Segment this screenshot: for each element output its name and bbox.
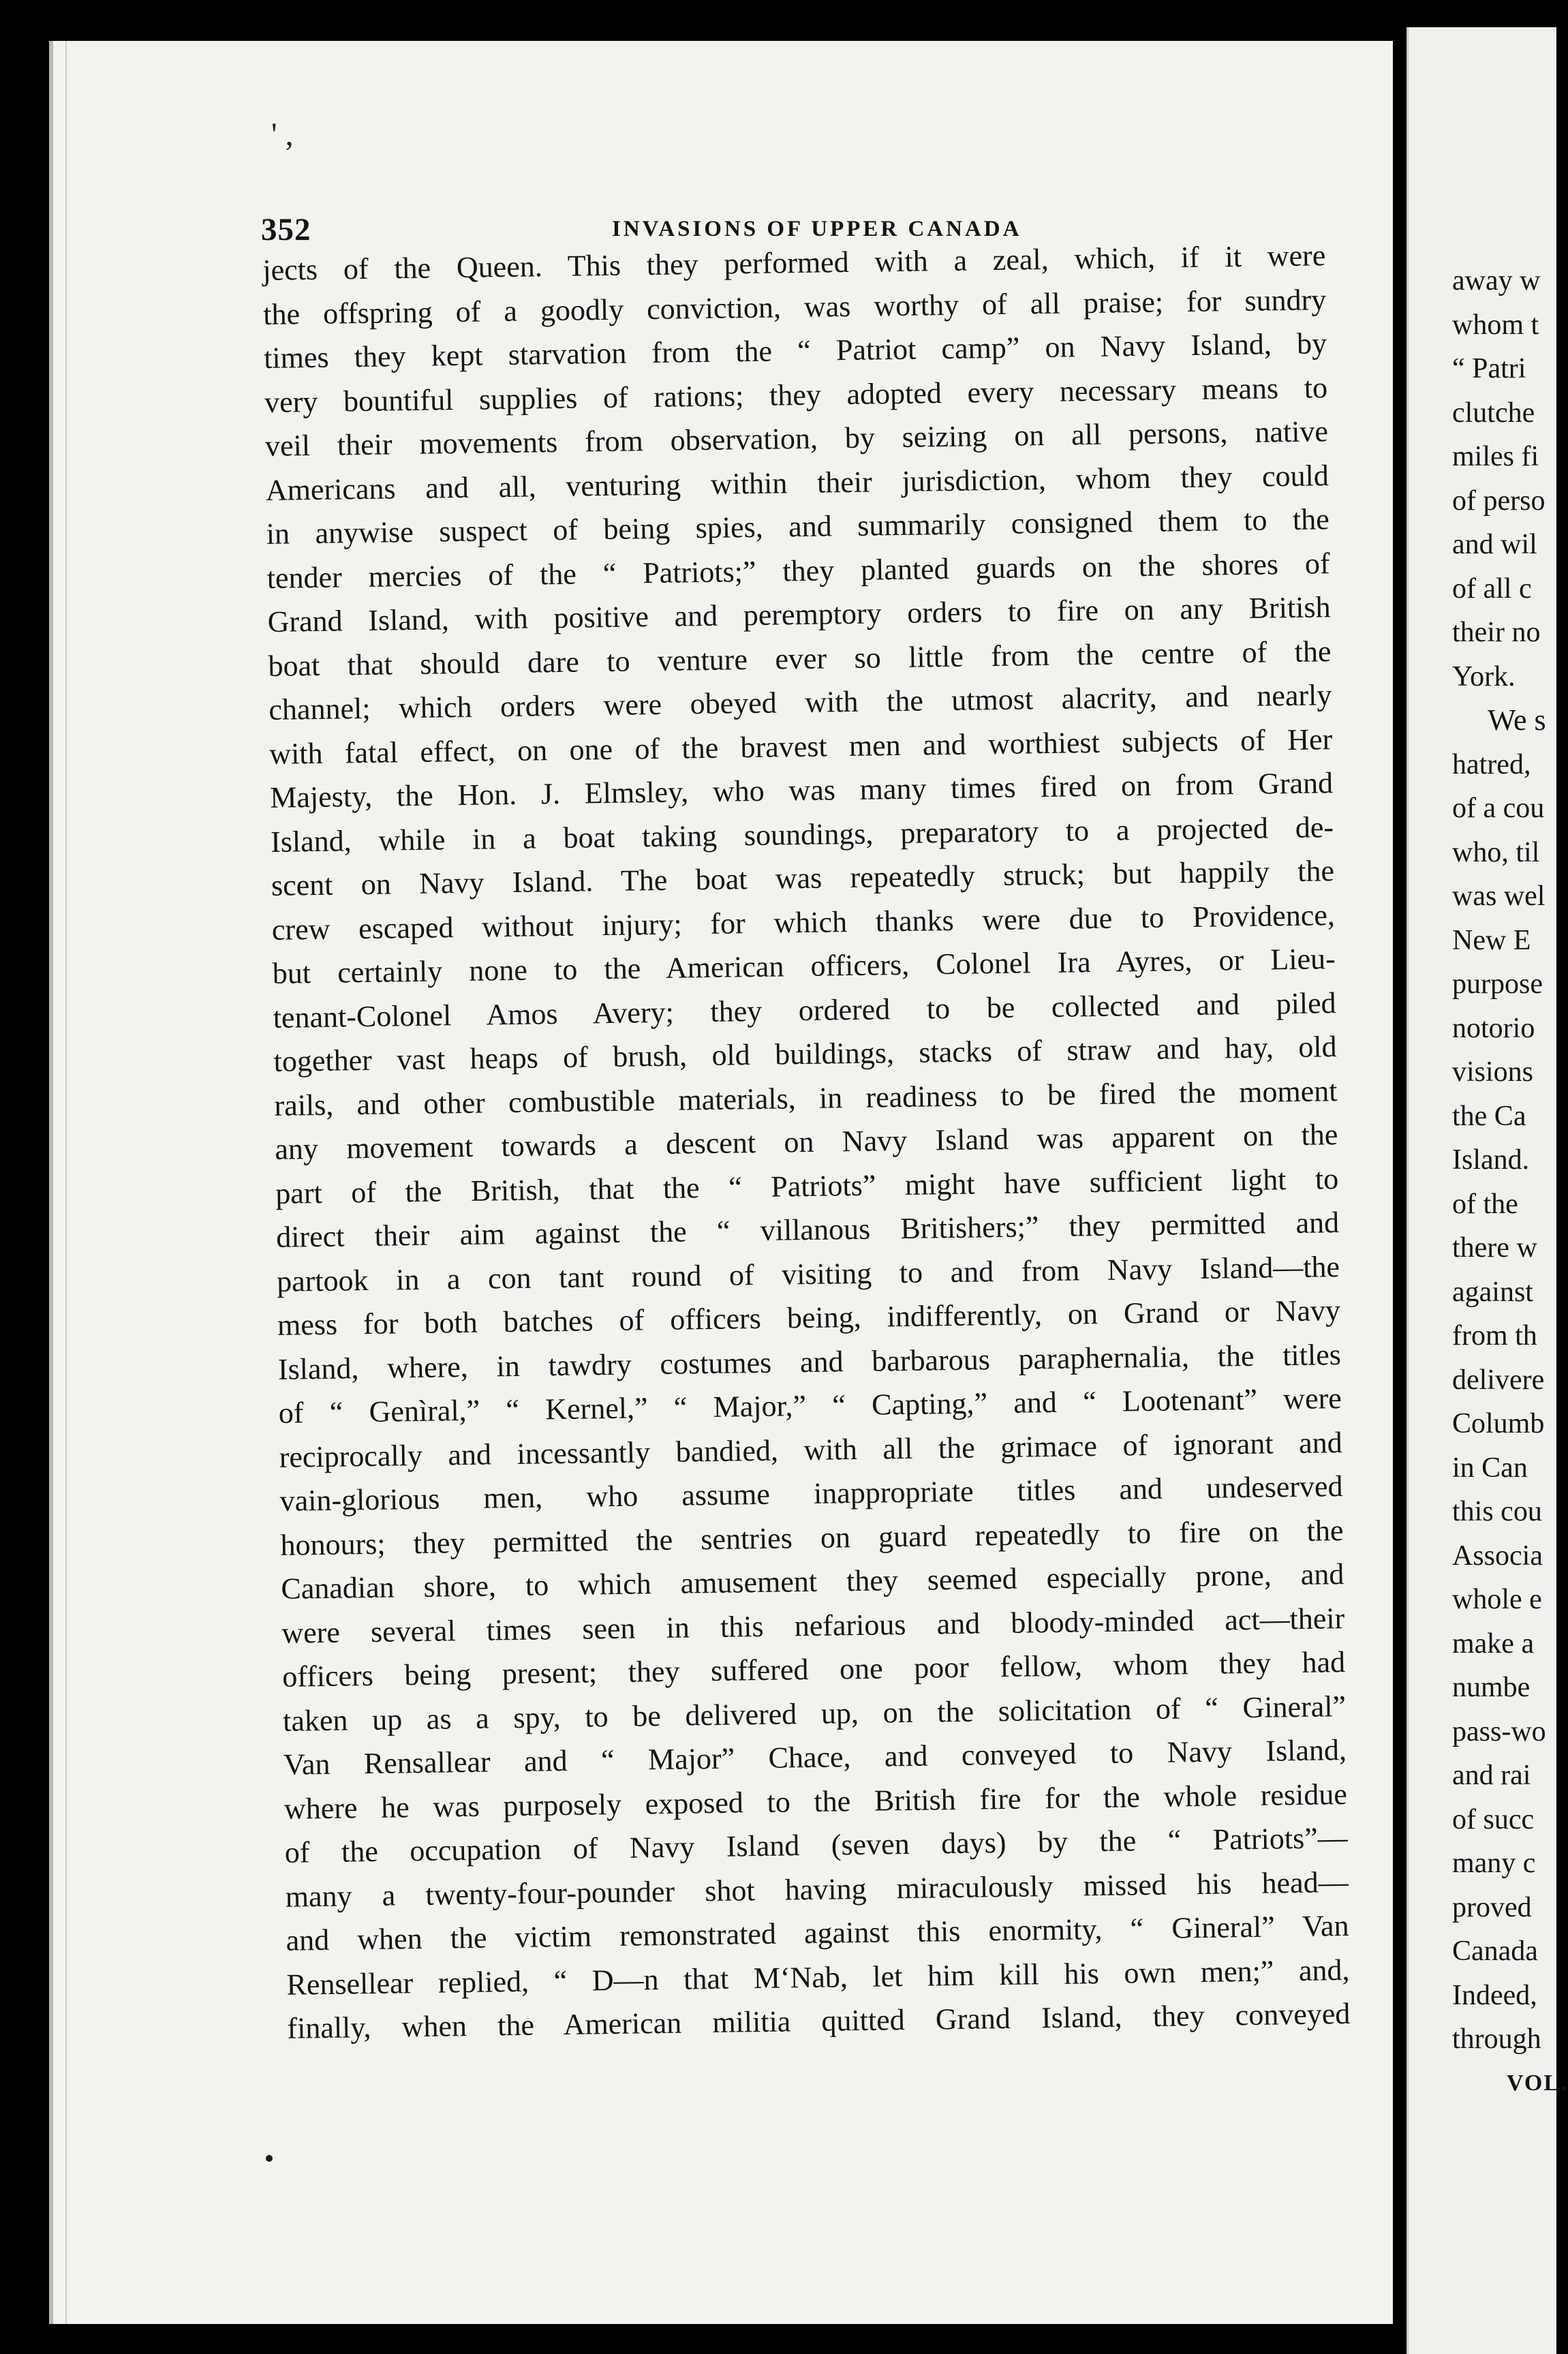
text-line: tenant-Colonel Amos Avery; they ordered to be collected and piled (273, 985, 1336, 1035)
adjacent-page-line: against (1452, 1276, 1533, 1308)
adjacent-page-line: numbe (1452, 1672, 1531, 1703)
right-page-text (1452, 259, 1568, 2105)
adjacent-page-line: and wil (1452, 529, 1537, 560)
adjacent-page-line: whole e (1452, 1584, 1542, 1615)
text-line: vain-glorious men, who assume inappropriate titles and undeserved (279, 1469, 1343, 1518)
ink-mark: ' , (271, 117, 294, 153)
text-line: officers being present; they suffered one poor fellow, whom they had (281, 1645, 1346, 1694)
text-line: partook in a con tant round of visiting to and from Navy Island—the (276, 1249, 1340, 1298)
adjacent-page-line: make a (1452, 1627, 1535, 1660)
text-line: tender mercies of the “ Patriots;” they planted guards on the shores of (266, 546, 1330, 595)
page-number: 352 (261, 212, 311, 247)
adjacent-page-line: proved (1452, 1891, 1532, 1923)
text-line: Canadian shore, to which amusement they seemed especially prone, and (281, 1557, 1344, 1606)
text-line: of “ Genìral,” “ Kernel,” “ Major,” “ Capting,” and “ Lootenant” were (278, 1381, 1342, 1430)
text-line: honours; they permitted the sentries on guard repeatedly to fire on the (280, 1513, 1344, 1562)
text-line: veil their movements from observation, by seizing on all persons, native (264, 414, 1329, 463)
adjacent-page-line: Indeed, (1452, 1979, 1537, 2011)
text-line: boat that should dare to venture ever so little from the centre of the (268, 634, 1332, 683)
adjacent-page-line: the Ca (1452, 1100, 1526, 1132)
adjacent-page-line: Columb (1452, 1408, 1545, 1439)
text-line: finally, when the American militia quitted Grand Island, they conveyed (287, 1996, 1351, 2045)
text-line: reciprocally and incessantly bandied, with all the grimace of ignorant and (279, 1425, 1342, 1474)
text-line: direct their aim against the “ villanous Britishers;” they permitted and (275, 1206, 1340, 1254)
ink-dot (266, 2155, 273, 2162)
text-line: but certainly none to the American officers, Colonel Ira Ayres, or Lieu- (272, 942, 1336, 990)
adjacent-page-line: Associa (1452, 1540, 1543, 1572)
text-line: many a twenty-four-pounder shot having miraculously missed his head— (285, 1865, 1349, 1914)
adjacent-page-line: notorio (1452, 1012, 1535, 1044)
text-line: together vast heaps of brush, old buildings, stacks of straw and hay, old (273, 1030, 1337, 1078)
adjacent-page-line: purpose (1452, 968, 1543, 1000)
adjacent-page-line: of succ (1452, 1803, 1535, 1835)
adjacent-page-line: of perso (1452, 485, 1546, 517)
adjacent-page-line: and rai (1452, 1760, 1531, 1791)
text-line: and when the victim remonstrated against this enormity, “ Gineral” Van (286, 1908, 1349, 1957)
text-line: very bountiful supplies of rations; they adopted every necessary means to (264, 370, 1328, 419)
text-line: Americans and all, venturing within their jurisdiction, whom they could (265, 458, 1329, 507)
adjacent-page-line: “ Patri (1452, 353, 1526, 384)
text-line: crew escaped without injury; for which thanks were due to Providence, (271, 898, 1336, 947)
text-line: jects of the Queen. This they performed with a zeal, which, if it were (262, 239, 1326, 287)
text-line: times they kept starvation from the “ Patriot camp” on Navy Island, by (263, 326, 1327, 375)
text-line: in anywise suspect of being spies, and summarily consigned them to the (266, 502, 1330, 551)
right-page (1406, 27, 1568, 2354)
adjacent-page-line: miles fi (1452, 441, 1539, 472)
adjacent-page-line: New E (1452, 924, 1531, 956)
adjacent-page-line: York. (1452, 660, 1516, 692)
adjacent-page-line: clutche (1452, 397, 1535, 429)
adjacent-page-line: in Can (1452, 1452, 1528, 1484)
adjacent-page-line: of all c (1452, 572, 1532, 605)
adjacent-page-line: whom t (1452, 309, 1539, 341)
text-line: Van Rensallear and “ Major” Chace, and conveyed to Navy Island, (283, 1733, 1347, 1782)
text-line: taken up as a spy, to be delivered up, on the solicitation of “ Gineral” (282, 1689, 1347, 1738)
adjacent-page-line: away w (1452, 265, 1541, 296)
body-text (262, 234, 1351, 2051)
adjacent-page-line: was wel (1452, 881, 1546, 912)
adjacent-page-line: delivere (1452, 1364, 1545, 1396)
text-line: part of the British, that the “ Patriots” might have sufficient light to (275, 1161, 1339, 1210)
text-line: Rensellear replied, “ D—n that M‘Nab, let him kill his own men;” and, (286, 1953, 1350, 2002)
running-head: INVASIONS OF UPPER CANADA (612, 217, 1022, 241)
adjacent-page-line: from th (1452, 1320, 1537, 1351)
adjacent-page-line: of a cou (1452, 793, 1545, 824)
text-line: Majesty, the Hon. J. Elmsley, who was many times fired on from Grand (269, 766, 1334, 814)
adjacent-page-line: through (1452, 2023, 1541, 2055)
adjacent-page-line: pass-wo (1452, 1715, 1546, 1747)
text-line: with fatal effect, on one of the bravest men and worthiest subjects of Her (269, 722, 1333, 771)
text-line: of the occupation of Navy Island (seven days) by the “ Patriots”— (284, 1820, 1349, 1869)
text-line: any movement towards a descent on Navy Island was apparent on the (275, 1118, 1338, 1166)
adjacent-page-line: there w (1452, 1232, 1537, 1264)
adjacent-page-line: hatred, (1452, 748, 1531, 780)
text-line: scent on Navy Island. The boat was repeatedly struck; but happily the (271, 854, 1335, 902)
adjacent-page-line: Island. (1452, 1144, 1530, 1176)
adjacent-page-line: visions (1452, 1056, 1534, 1088)
text-line: mess for both batches of officers being, indifferently, on Grand or Navy (277, 1294, 1341, 1342)
adjacent-page-line: We s (1488, 703, 1546, 737)
adjacent-page-line: of the (1452, 1188, 1518, 1220)
adjacent-page-line: Canada (1452, 1936, 1538, 1967)
adjacent-page-line: this cou (1452, 1496, 1542, 1527)
text-line: channel; which orders were obeyed with the utmost alacrity, and nearly (268, 678, 1332, 727)
text-line: Grand Island, with positive and peremptory orders to fire on any British (267, 590, 1331, 639)
adjacent-page-line: who, til (1452, 836, 1540, 868)
text-line: Island, where, in tawdry costumes and barbarous paraphernalia, the titles (277, 1337, 1342, 1386)
text-line: were several times seen in this nefarious and bloody-minded act—their (281, 1601, 1345, 1650)
text-line: Island, while in a boat taking soundings, preparatory to a projected de- (270, 810, 1334, 859)
text-line: where he was purposely exposed to the British fire for the whole residue (283, 1777, 1348, 1826)
adjacent-page-line: their no (1452, 617, 1541, 648)
adjacent-page-line: many c (1452, 1848, 1536, 1879)
text-line: the offspring of a goodly conviction, was worthy of all praise; for sundry (262, 282, 1327, 331)
text-line: rails, and other combustible materials, in readiness to be fired the moment (274, 1073, 1338, 1122)
adjacent-page-line: VOL. (1507, 2070, 1568, 2096)
